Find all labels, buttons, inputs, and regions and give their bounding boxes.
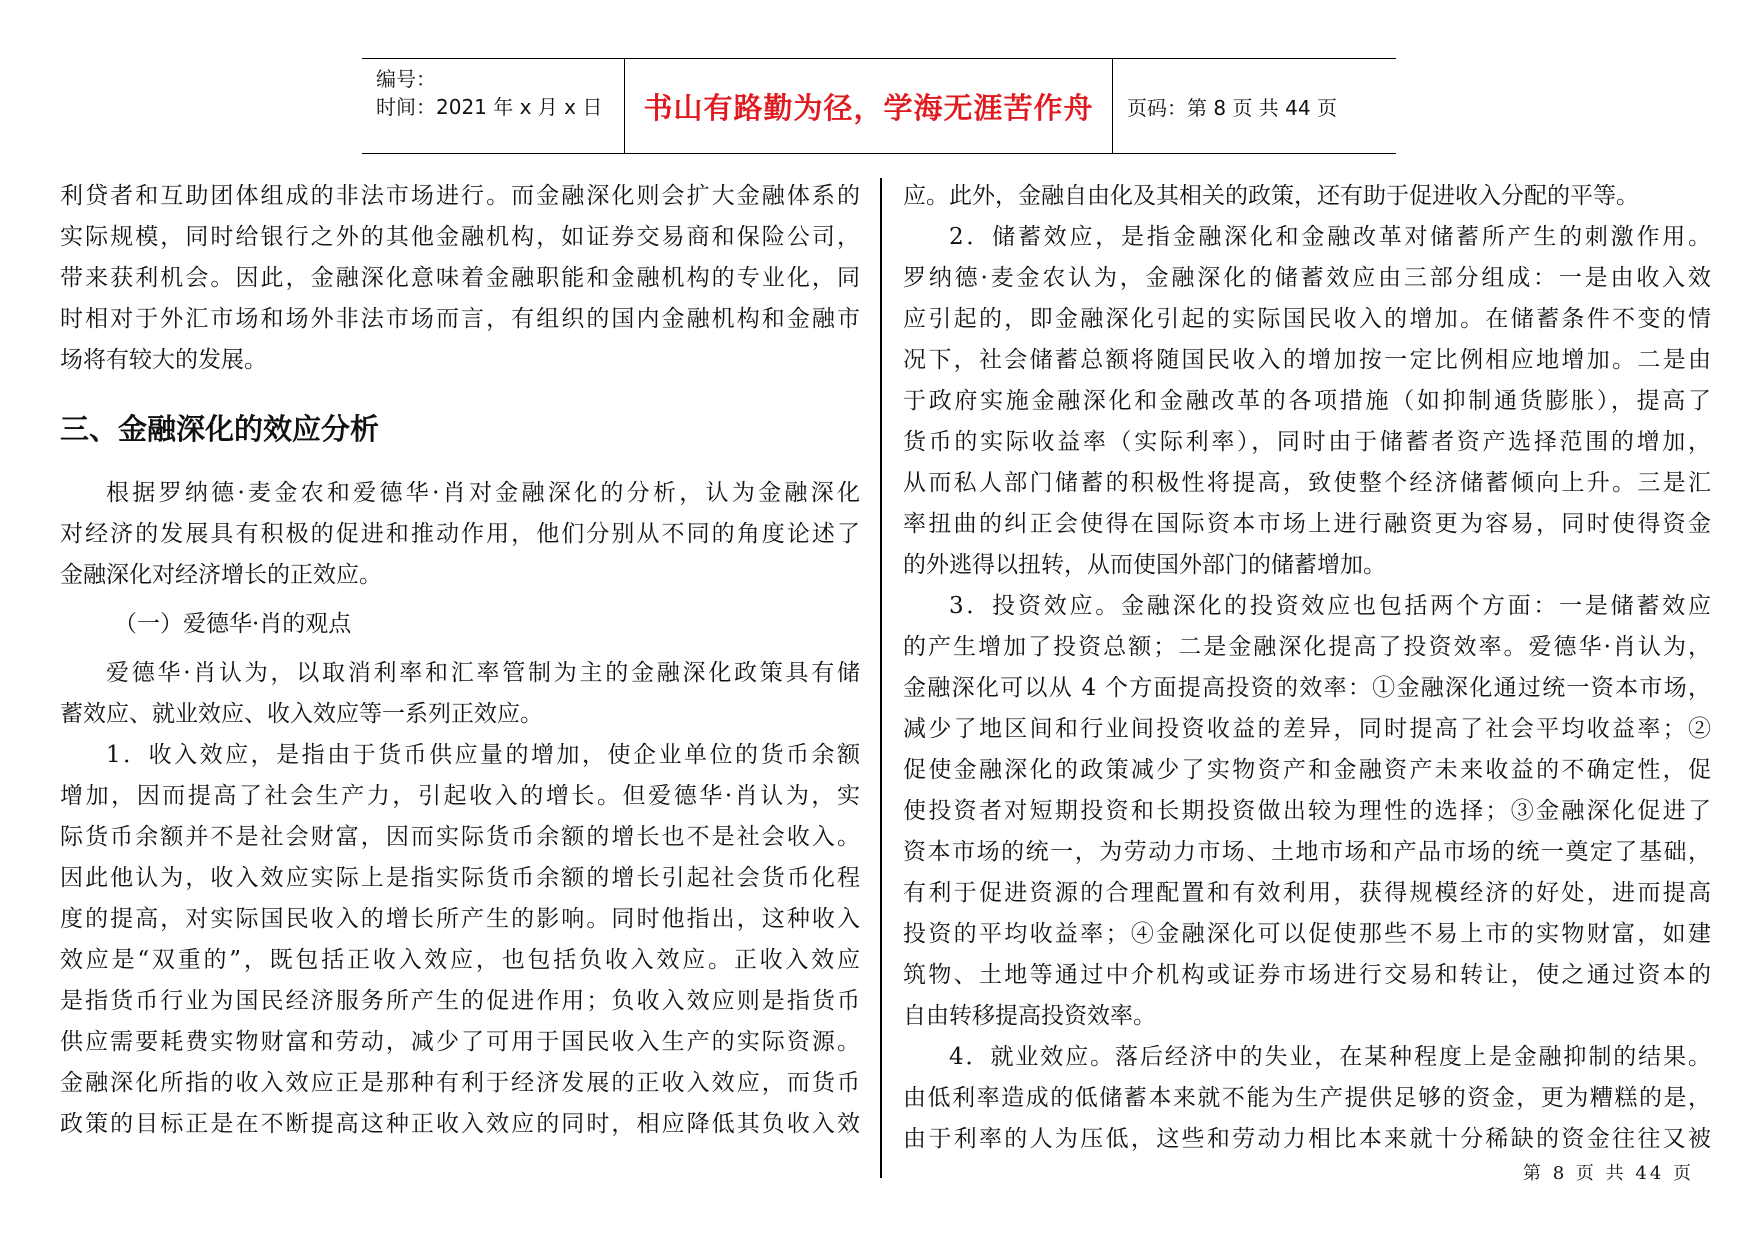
text-line: 货币的实际收益率（实际利率），同时由于储蓄者资产选择范围的增加， [903, 429, 1711, 455]
text-line: 政策的目标正是在不断提高这种正收入效应的同时，相应降低其负收入效 [60, 1111, 860, 1137]
left-column [60, 176, 860, 1145]
text-line: 3．投资效应。金融深化的投资效应也包括两个方面：一是储蓄效应 [949, 593, 1711, 619]
text-line: 爱德华·肖认为，以取消利率和汇率管制为主的金融深化政策具有储 [106, 660, 860, 686]
text-line: 促使金融深化的政策减少了实物资产和金融资产未来收益的不确定性，促 [903, 757, 1711, 783]
text-line: 金融深化可以从 4 个方面提高投资的效率：①金融深化通过统一资本市场， [903, 675, 1711, 701]
text-line: 度的提高，对实际国民收入的增长所产生的影响。同时他指出，这种收入 [60, 906, 860, 932]
text-line: 增加，因而提高了社会生产力，引起收入的增长。但爱德华·肖认为，实 [60, 783, 860, 809]
text-line: 效应是“双重的”，既包括正收入效应，也包括负收入效应。正收入效应 [60, 947, 860, 973]
text-line: 带来获利机会。因此，金融深化意味着金融职能和金融机构的专业化，同 [60, 265, 860, 291]
document-time-label: 时间：2021 年 x 月 x 日 [376, 95, 603, 119]
text-line: 投资的平均收益率；④金融深化可以促使那些不易上市的实物财富，如建 [903, 921, 1711, 947]
text-line: 况下，社会储蓄总额将随国民收入的增加按一定比例相应地增加。二是由 [903, 347, 1711, 373]
text-line: 率扭曲的纠正会使得在国际资本市场上进行融资更为容易，同时使得资金 [903, 511, 1711, 537]
right-column [903, 176, 1711, 1160]
header-page-cell [1113, 59, 1396, 153]
page-header [362, 58, 1396, 154]
header-motto: 书山有路勤为径，学海无涯苦作舟 [643, 90, 1094, 125]
paragraph-savings-effect [903, 217, 1711, 586]
paragraph-investment-effect [903, 586, 1711, 1037]
text-line: 由低利率造成的低储蓄本来就不能为生产提供足够的资金，更为糟糕的是， [903, 1085, 1711, 1111]
text-line: 使投资者对短期投资和长期投资做出较为理性的选择；③金融深化促进了 [903, 798, 1711, 824]
header-motto-cell [625, 59, 1113, 153]
text-line: 4．就业效应。落后经济中的失业，在某种程度上是金融抑制的结果。 [949, 1044, 1711, 1070]
text-line: 实际规模，同时给银行之外的其他金融机构，如证券交易商和保险公司， [60, 224, 860, 250]
paragraph-shaw-view [60, 653, 860, 735]
header-meta [362, 59, 625, 153]
text-line: 资本市场的统一，为劳动力市场、土地市场和产品市场的统一奠定了基础， [903, 839, 1711, 865]
text-line: 金融深化对经济增长的正效应。 [60, 562, 382, 588]
text-line: 有利于促进资源的合理配置和有效利用，获得规模经济的好处，进而提高 [903, 880, 1711, 906]
text-line: 应引起的，即金融深化引起的实际国民收入的增加。在储蓄条件不变的情 [903, 306, 1711, 332]
text-line: 由于利率的人为压低，这些和劳动力相比本来就十分稀缺的资金往往又被 [903, 1126, 1711, 1152]
text-line: 因此他认为，收入效应实际上是指实际货币余额的增长引起社会货币化程 [60, 865, 860, 891]
text-line: 2．储蓄效应，是指金融深化和金融改革对储蓄所产生的刺激作用。 [949, 224, 1711, 250]
section-heading: 三、金融深化的效应分析 [60, 412, 380, 446]
text-line: 自由转移提高投资效率。 [903, 1003, 1156, 1029]
text-line: 场将有较大的发展。 [60, 347, 267, 373]
text-line: 际货币余额并不是社会财富，因而实际货币余额的增长也不是社会收入。 [60, 824, 860, 850]
column-divider [880, 178, 882, 1178]
text-line: 对经济的发展具有积极的促进和推动作用，他们分别从不同的角度论述了 [60, 521, 860, 547]
intro-paragraph [60, 176, 860, 381]
text-line: 应。此外，金融自由化及其相关的政策，还有助于促进收入分配的平等。 [903, 183, 1639, 209]
text-line: 蓄效应、就业效应、收入效应等一系列正效应。 [60, 701, 543, 727]
paragraph-employment-effect [903, 1037, 1711, 1160]
text-line: 于政府实施金融深化和金融改革的各项措施（如抑制通货膨胀），提高了 [903, 388, 1711, 414]
text-line: 1．收入效应，是指由于货币供应量的增加，使企业单位的货币余额 [106, 742, 860, 768]
page-footer: 第 8 页 共 44 页 [1523, 1163, 1694, 1184]
text-line: 的外逃得以扭转，从而使国外部门的储蓄增加。 [903, 552, 1386, 578]
text-line: 减少了地区间和行业间投资收益的差异，同时提高了社会平均收益率；② [903, 716, 1711, 742]
text-line: 从而私人部门储蓄的积极性将提高，致使整个经济储蓄倾向上升。三是汇 [903, 470, 1711, 496]
text-line: 罗纳德·麦金农认为，金融深化的储蓄效应由三部分组成：一是由收入效 [903, 265, 1711, 291]
text-line: 根据罗纳德·麦金农和爱德华·肖对金融深化的分析，认为金融深化 [106, 480, 860, 506]
header-page-info: 页码：第 8 页 共 44 页 [1127, 95, 1337, 120]
text-line: 供应需要耗费实物财富和劳动，减少了可用于国民收入生产的实际资源。 [60, 1029, 860, 1055]
text-line: 的产生增加了投资总额；二是金融深化提高了投资效率。爱德华·肖认为， [903, 634, 1711, 660]
text-line: 金融深化所指的收入效应正是那种有利于经济发展的正收入效应，而货币 [60, 1070, 860, 1096]
paragraph-income-effect [60, 735, 860, 1145]
text-line: 是指货币行业为国民经济服务所产生的促进作用；负收入效应则是指货币 [60, 988, 860, 1014]
text-line: 时相对于外汇市场和场外非法市场而言，有组织的国内金融机构和金融市 [60, 306, 860, 332]
text-line: 利贷者和互助团体组成的非法市场进行。而金融深化则会扩大金融体系的 [60, 183, 860, 209]
subheading: （一）爱德华·肖的观点 [114, 611, 352, 637]
document-number-label: 编号： [376, 67, 436, 91]
text-line: 筑物、土地等通过中介机构或证券市场进行交易和转让，使之通过资本的 [903, 962, 1711, 988]
paragraph-overview [60, 473, 860, 596]
